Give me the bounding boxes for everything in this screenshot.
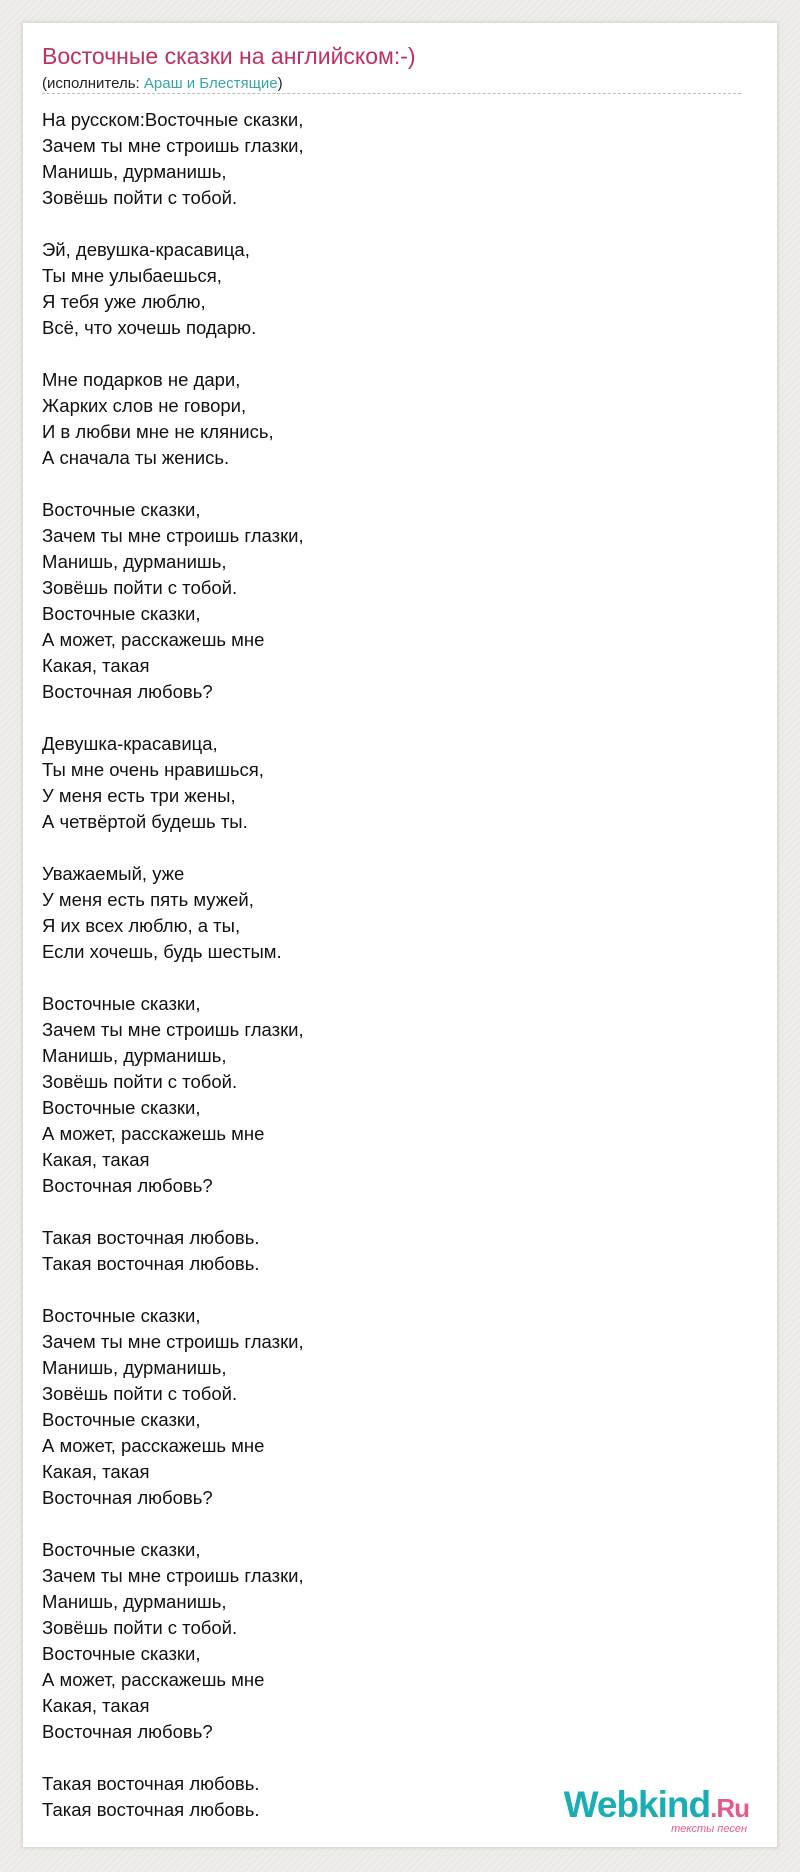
logo-tld: .Ru [710,1793,749,1823]
lyric-line: А может, расскажешь мне [42,629,265,650]
stanza-break [42,471,304,497]
lyric-line: Такая восточная любовь. [42,1773,260,1794]
artist-line [42,75,283,92]
logo-tagline: тексты песен [671,1823,747,1835]
lyric-line: А может, расскажешь мне [42,1669,265,1690]
lyric-line: Такая восточная любовь. [42,1227,260,1248]
lyric-line: Зачем ты мне строишь глазки, [42,1019,304,1040]
lyric-line: Восточные сказки, [42,1643,201,1664]
lyric-line: Зачем ты мне строишь глазки, [42,525,304,546]
site-logo[interactable] [563,1784,749,1835]
stanza-break [42,965,304,991]
lyric-line: А может, расскажешь мне [42,1435,265,1456]
lyric-line: Восточные сказки, [42,603,201,624]
stanza-break [42,1277,304,1303]
lyric-line: Зачем ты мне строишь глазки, [42,1565,304,1586]
lyric-line: Какая, такая [42,655,150,676]
stanza-break [42,1199,304,1225]
lyric-line: Зовёшь пойти с тобой. [42,1383,238,1404]
lyric-line: Восточные сказки, [42,993,201,1014]
lyric-line: Восточные сказки, [42,499,201,520]
stanza-break [42,1511,304,1537]
lyric-line: Такая восточная любовь. [42,1253,260,1274]
lyric-line: Если хочешь, будь шестым. [42,941,282,962]
lyric-line: Восточная любовь? [42,1175,213,1196]
artist-suffix: ) [277,75,283,92]
lyric-line: А сначала ты женись. [42,447,230,468]
lyric-line: На русском:Восточные сказки, [42,109,304,130]
lyric-line: А может, расскажешь мне [42,1123,265,1144]
stanza-break [42,705,304,731]
lyric-line: Какая, такая [42,1149,150,1170]
lyric-line: Зовёшь пойти с тобой. [42,1617,238,1638]
lyrics-card [22,22,778,1848]
lyric-line: Манишь, дурманишь, [42,161,227,182]
song-title: Восточные сказки на английском:-) [42,43,416,69]
lyric-line: Уважаемый, уже [42,863,185,884]
lyric-line: Восточная любовь? [42,1487,213,1508]
lyric-line: Манишь, дурманишь, [42,1357,227,1378]
lyric-line: Зовёшь пойти с тобой. [42,577,238,598]
lyric-line: Такая восточная любовь. [42,1799,260,1820]
lyric-line: И в любви мне не клянись, [42,421,274,442]
lyric-line: Манишь, дурманишь, [42,1591,227,1612]
lyric-line: Мне подарков не дари, [42,369,241,390]
lyric-line: Зачем ты мне строишь глазки, [42,1331,304,1352]
lyric-line: Восточная любовь? [42,1721,213,1742]
artist-prefix: (исполнитель: [42,75,144,92]
lyric-line: Зовёшь пойти с тобой. [42,187,238,208]
lyric-line: Манишь, дурманишь, [42,1045,227,1066]
lyric-line: Ты мне улыбаешься, [42,265,222,286]
lyric-line: Манишь, дурманишь, [42,551,227,572]
lyric-line: У меня есть три жены, [42,785,236,806]
title-divider [42,93,741,94]
stanza-break [42,341,304,367]
artist-link[interactable]: Араш и Блестящие [143,75,278,92]
lyric-line: Зовёшь пойти с тобой. [42,1071,238,1092]
logo-name: Webkind [563,1784,711,1825]
lyric-line: Жарких слов не говори, [42,395,247,416]
lyric-line: Какая, такая [42,1461,150,1482]
lyric-line: Девушка-красавица, [42,733,218,754]
lyric-line: Восточные сказки, [42,1539,201,1560]
lyric-line: Ты мне очень нравишься, [42,759,264,780]
lyric-line: Восточные сказки, [42,1305,201,1326]
lyric-line: А четвёртой будешь ты. [42,811,248,832]
lyric-line: Восточные сказки, [42,1409,201,1430]
lyrics-text [42,107,304,1823]
lyric-line: Восточная любовь? [42,681,213,702]
stanza-break [42,211,304,237]
lyric-line: Эй, девушка-красавица, [42,239,250,260]
lyric-line: У меня есть пять мужей, [42,889,254,910]
lyric-line: Всё, что хочешь подарю. [42,317,257,338]
stanza-break [42,835,304,861]
lyric-line: Зачем ты мне строишь глазки, [42,135,304,156]
lyric-line: Восточные сказки, [42,1097,201,1118]
lyric-line: Я тебя уже люблю, [42,291,206,312]
logo-wordmark [563,1784,749,1826]
stanza-break [42,1745,304,1771]
lyric-line: Какая, такая [42,1695,150,1716]
lyric-line: Я их всех люблю, а ты, [42,915,241,936]
